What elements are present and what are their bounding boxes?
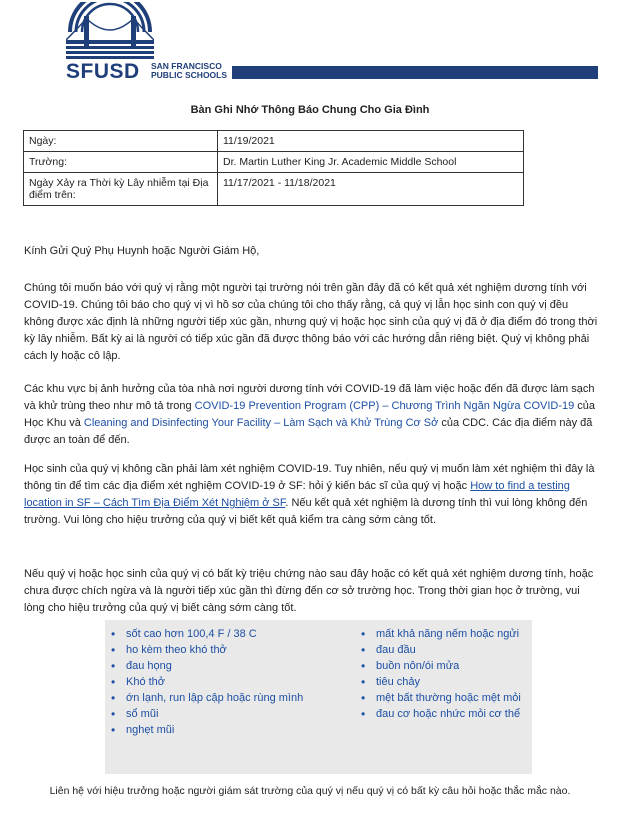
list-item: • tiêu chảy bbox=[357, 674, 525, 690]
table-row bbox=[24, 131, 524, 152]
paragraph-cleaning-text-3: của CDC. Các địa điểm này đã được an toàn để đến. bbox=[24, 417, 593, 446]
page-title: Bàn Ghi Nhớ Thông Báo Chung Cho Gia Đình bbox=[190, 104, 430, 116]
list-item: • đau đầu bbox=[357, 642, 525, 658]
paragraph-notification: Chúng tôi muốn báo với quý vị rằng một người tại trường nói trên gần đây đã có kết quả xét nghiệm dương tính với COVID-19. Chúng tôi báo cho quý vị vì hồ sơ của chúng tôi cho thấy rằng, cả quý vị lẫn học sinh con quý vị đều không được xác định là những người tiếp xúc gần, nhưng quý vị hoặc học sinh của quý vị đã ở địa điểm đó trong thời kỳ lây nhiễm. Bất kỳ ai là người có tiếp xúc gần đã được thông báo với các hướng dẫn riêng biệt. Quý vị không phải cách ly hoặc cô lập. bbox=[24, 282, 598, 362]
list-item: • buồn nôn/ói mửa bbox=[357, 658, 525, 674]
school-label: Trường: bbox=[24, 152, 218, 173]
list-item: • mệt bất thường hoặc mệt mỏi bbox=[357, 690, 525, 706]
footer-contact-note: Liên hệ với hiệu trưởng hoặc người giám sát trường của quý vị nếu quý vị có bất kỳ câu hỏi hoặc thắc mắc nào. bbox=[49, 785, 571, 797]
paragraph-testing-text-1: Học sinh của quý vị không cần phải làm xét nghiệm COVID-19. Tuy nhiên, nếu quý vị muốn làm xét nghiệm thì đây là thông tin để tìm các địa điểm xét nghiệm COVID-19 ở SF: hỏi ý kiến bác sĩ của quý vị hoặc bbox=[24, 463, 595, 492]
logo-subtitle-line2: PUBLIC SCHOOLS bbox=[151, 70, 228, 80]
list-item: • mất khả năng nếm hoặc ngửi bbox=[357, 626, 525, 642]
list-item: • sốt cao hơn 100,4 F / 38 C bbox=[107, 626, 312, 642]
list-item: • đau họng bbox=[107, 658, 312, 674]
list-item: • nghẹt mũi bbox=[107, 722, 312, 738]
infection-period-label: Ngày Xảy ra Thời kỳ Lây nhiễm tại Địa điểm trên: bbox=[24, 173, 218, 206]
list-item: • đau cơ hoặc nhức mỏi cơ thể bbox=[357, 706, 525, 722]
paragraph-testing bbox=[24, 461, 599, 529]
golden-gate-bridge-logo bbox=[66, 2, 154, 60]
header-bar bbox=[232, 66, 598, 79]
list-item: • ho kèm theo khó thở bbox=[107, 642, 312, 658]
cpp-link[interactable]: COVID-19 Prevention Program (CPP) – Chương Trình Ngăn Ngừa COVID-19 bbox=[194, 400, 575, 412]
school-value: Dr. Martin Luther King Jr. Academic Middle School bbox=[218, 152, 524, 173]
greeting: Kính Gửi Quý Phụ Huynh hoặc Người Giám Hộ, bbox=[24, 245, 260, 257]
paragraph-cleaning bbox=[24, 381, 599, 449]
infection-period-value: 11/17/2021 - 11/18/2021 bbox=[218, 173, 524, 206]
paragraph-cleaning-text-2: của Học Khu và bbox=[24, 400, 596, 429]
symptoms-box bbox=[105, 620, 532, 774]
logo-subtitle bbox=[151, 62, 227, 80]
list-item: • Khó thở bbox=[107, 674, 312, 690]
info-table bbox=[23, 130, 524, 206]
symptoms-list-right bbox=[357, 626, 525, 722]
testing-location-link[interactable]: How to find a testing location in SF – Cách Tìm Địa Điểm Xét Nghiệm ở SF bbox=[24, 480, 570, 509]
logo-wordmark: SFUSD bbox=[66, 60, 140, 83]
paragraph-testing-text-2: . Nếu kết quả xét nghiệm là dương tính thì vui lòng không đến trường. Vui lòng cho hiệu trưởng của quý vị biết kết quả kiểm tra càng sớm càng tốt. bbox=[24, 497, 588, 526]
table-row bbox=[24, 173, 524, 206]
paragraph-cleaning-text-1: Các khu vực bị ảnh hưởng của tòa nhà nơi người dương tính với COVID-19 đã làm việc hoặc đến đã được làm sạch và khử trùng theo như mô tả trong bbox=[24, 383, 595, 412]
date-label: Ngày: bbox=[24, 131, 218, 152]
table-row bbox=[24, 152, 524, 173]
list-item: • sổ mũi bbox=[107, 706, 312, 722]
header bbox=[0, 0, 620, 82]
symptoms-list-left bbox=[107, 626, 312, 738]
date-value: 11/19/2021 bbox=[218, 131, 524, 152]
paragraph-symptoms-intro: Nếu quý vị hoặc học sinh của quý vị có bất kỳ triệu chứng nào sau đây hoặc có kết quả xét nghiệm dương tính, hoặc chưa được chích ngừa và là người tiếp xúc gần thì đừng đến cơ sở trường học. Trong thời gian học ở trường, vui lòng cho hiệu trưởng của quý vị biết càng sớm càng tốt. bbox=[24, 568, 594, 614]
list-item: • ớn lạnh, run lập cập hoặc rùng mình bbox=[107, 690, 312, 706]
logo-subtitle-line1: SAN FRANCISCO bbox=[151, 61, 222, 71]
cdc-cleaning-link[interactable]: Cleaning and Disinfecting Your Facility – Làm Sạch và Khử Trùng Cơ Sở bbox=[83, 417, 439, 429]
